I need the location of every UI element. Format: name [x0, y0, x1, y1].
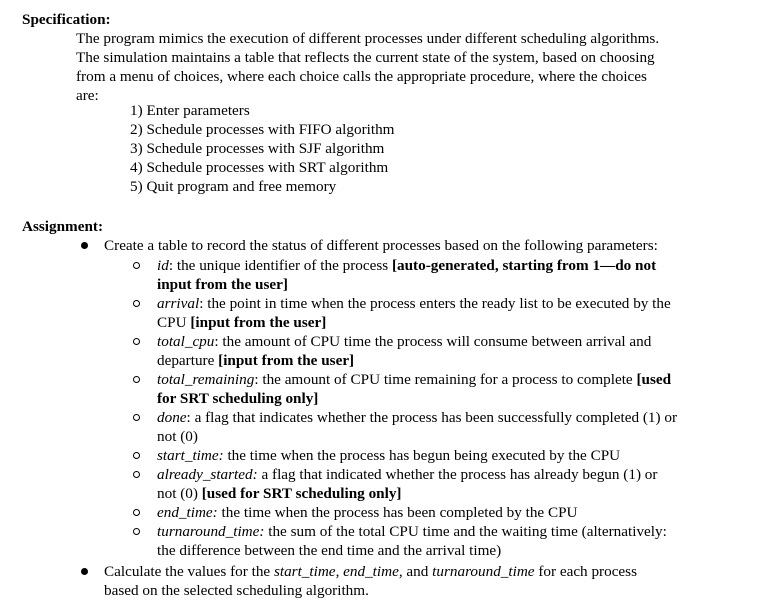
param-turnaround-time	[157, 522, 737, 560]
bullet-text: Create a table to record the status of different processes based on the following parameters:	[104, 237, 658, 254]
circle-bullet-icon	[133, 471, 140, 478]
param-note: [input from the user]	[190, 314, 327, 331]
param-description: not (0)	[157, 428, 198, 445]
term-end-time: end_time	[343, 563, 399, 580]
param-description: the time when the process has been completed by the CPU	[217, 504, 578, 521]
param-note: input from the user]	[157, 276, 288, 293]
term-start-time: start_time	[273, 563, 336, 580]
param-term: total_cpu	[157, 333, 215, 350]
param-description: the difference between the end time and the arrival time)	[157, 542, 502, 559]
param-total-cpu	[157, 332, 737, 370]
bullet-text: based on the selected scheduling algorithm.	[104, 582, 369, 599]
circle-bullet-icon	[133, 300, 140, 307]
bullet-text: for each process	[534, 563, 637, 580]
param-description: departure	[157, 352, 219, 369]
menu-choice-srt: 4) Schedule processes with SRT algorithm	[130, 159, 389, 176]
param-description: not (0)	[157, 485, 202, 502]
param-done	[157, 408, 737, 446]
param-term: turnaround_time:	[157, 523, 265, 540]
param-note: for SRT scheduling only]	[157, 390, 319, 407]
param-total-remaining	[157, 370, 737, 408]
param-id	[157, 256, 737, 294]
param-note: [auto-generated, starting from 1—do not	[391, 257, 657, 274]
param-term: already_started:	[157, 466, 258, 483]
specification-paragraph	[76, 29, 736, 105]
paragraph-line: The simulation maintains a table that reflects the current state of the system, based on choosing	[76, 49, 655, 66]
param-description: the unique identifier of the process	[173, 257, 392, 274]
param-term: id	[157, 257, 169, 274]
bullet-create-table	[104, 236, 744, 255]
circle-bullet-icon	[133, 338, 140, 345]
bullet-calculate-values	[104, 562, 744, 600]
circle-bullet-icon	[133, 452, 140, 459]
bullet-icon	[81, 242, 88, 249]
param-description: the amount of CPU time remaining for a process to complete	[258, 371, 637, 388]
param-end-time	[157, 503, 737, 522]
param-description: the time when the process has begun being executed by the CPU	[223, 447, 621, 464]
term-turnaround-time: turnaround_time	[432, 563, 535, 580]
param-term: done	[157, 409, 187, 426]
param-description: a flag that indicates whether the process has been successfully completed (1) or	[190, 409, 678, 426]
circle-bullet-icon	[133, 528, 140, 535]
menu-choices-list	[130, 101, 394, 196]
paragraph-line: from a menu of choices, where each choice calls the appropriate procedure, where the choices	[76, 68, 647, 85]
param-term: total_remaining	[157, 371, 255, 388]
param-description: the amount of CPU time the process will consume between arrival and	[218, 333, 652, 350]
bullet-text: Calculate the values for the	[104, 563, 274, 580]
param-sep: :	[214, 333, 219, 350]
menu-choice-sjf: 3) Schedule processes with SJF algorithm	[130, 140, 385, 157]
paragraph-line: are:	[76, 87, 99, 104]
bullet-icon	[81, 568, 88, 575]
param-arrival	[157, 294, 737, 332]
circle-bullet-icon	[133, 414, 140, 421]
param-term: arrival	[157, 295, 200, 312]
param-description: the sum of the total CPU time and the waiting time (alternatively:	[264, 523, 667, 540]
param-description: a flag that indicated whether the process has already begun (1) or	[257, 466, 658, 483]
specification-heading: Specification:	[22, 11, 111, 28]
bullet-text: ,	[335, 563, 344, 580]
menu-choice-quit: 5) Quit program and free memory	[130, 178, 337, 195]
param-sep: :	[254, 371, 259, 388]
param-sep: :	[168, 257, 174, 274]
param-sep: :	[199, 295, 204, 312]
bullet-text: , and	[398, 563, 433, 580]
circle-bullet-icon	[133, 376, 140, 383]
param-sep: :	[186, 409, 191, 426]
menu-choice-fifo: 2) Schedule processes with FIFO algorithm	[130, 121, 395, 138]
param-note: [used	[636, 371, 672, 388]
param-description: CPU	[157, 314, 191, 331]
param-description: the point in time when the process enters the ready list to be executed by the	[203, 295, 671, 312]
menu-choice-enter-parameters: 1) Enter parameters	[130, 102, 250, 119]
circle-bullet-icon	[133, 262, 140, 269]
assignment-heading: Assignment:	[22, 218, 104, 235]
paragraph-line: The program mimics the execution of different processes under different scheduling algorithms.	[76, 30, 660, 47]
param-already-started	[157, 465, 737, 503]
param-note: [input from the user]	[218, 352, 355, 369]
param-note: [used for SRT scheduling only]	[201, 485, 402, 502]
param-term: end_time:	[157, 504, 218, 521]
param-start-time	[157, 446, 737, 465]
param-term: start_time:	[157, 447, 224, 464]
circle-bullet-icon	[133, 509, 140, 516]
